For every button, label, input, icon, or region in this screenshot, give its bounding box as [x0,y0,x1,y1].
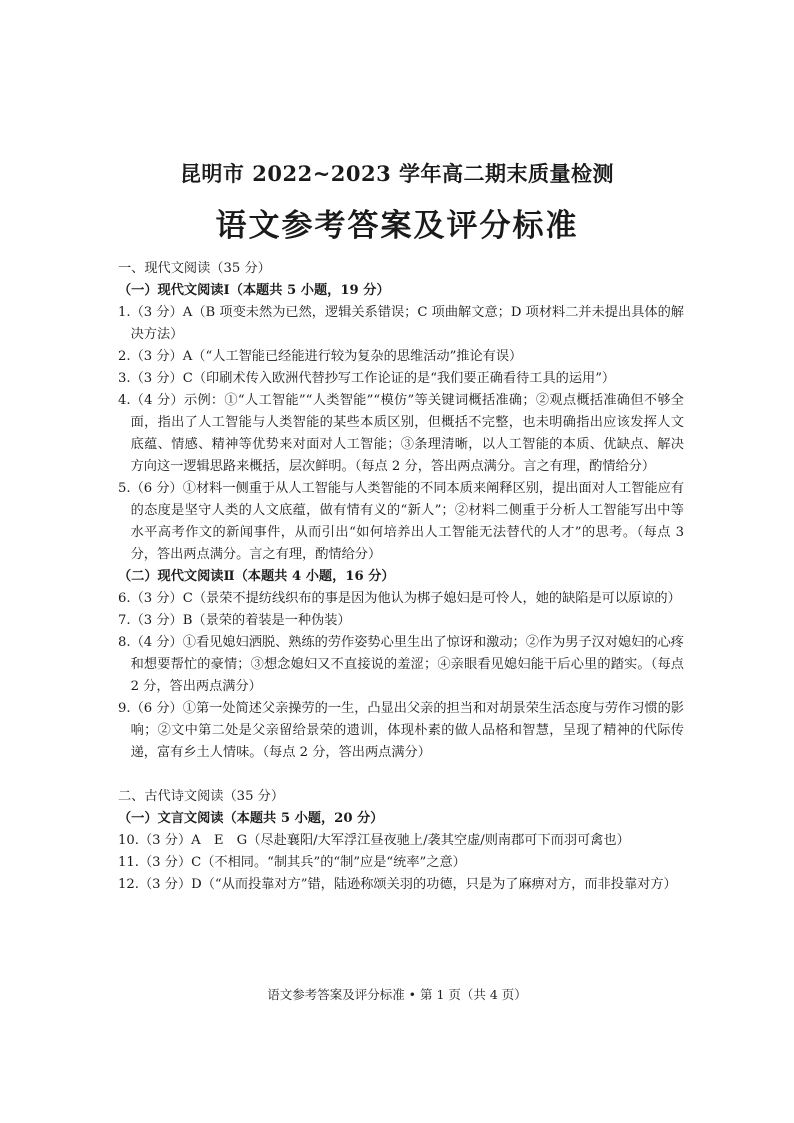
answer-text: （3 分）B（景荣的着装是一种伪装） [130,613,351,628]
answer-item [118,698,684,764]
answer-number: 2. [118,349,131,364]
section-spacer [118,764,684,786]
answer-item [118,610,684,632]
section-heading-modern-reading: 一、现代文阅读（35 分） [118,261,271,276]
answer-number: 3. [118,371,131,386]
answer-text: （3 分）A（B 项变未然为已然，逻辑关系错误；C 项曲解文意；D 项材料二并未提出具体的解决方法） [130,305,684,342]
answer-number: 9. [118,701,131,716]
answer-item [118,874,684,896]
part-heading-modern-reading-1: （一）现代文阅读Ⅰ（本题共 5 小题，19 分） [118,283,390,298]
answer-text: （3 分）D（“从而投靠对方”错，陆逊称颂关羽的功德，只是为了麻痹对方，而非投靠对方） [138,877,677,892]
page-footer: 语文参考答案及评分标准 • 第 1 页（共 4 页） [267,987,527,1002]
answer-text: （6 分）①第一处简述父亲操劳的一生，凸显出父亲的担当和对胡景荣生活态度与劳作习惯的影响；②文中第二处是父亲留给景荣的遗训，体现朴素的做人品格和智慧，呈现了精神的代际传递，富有乡土人情味。（每点 2 分，答出两点满分） [130,701,684,760]
answer-number: 1. [118,305,131,320]
answer-number: 10. [118,833,139,848]
answer-text: （3 分）C（景荣不提纺线织布的事是因为他认为梆子媳妇是可怜人，她的缺陷是可以原谅的） [130,591,681,606]
answer-content [118,258,684,896]
answer-item [118,368,684,390]
answer-number: 8. [118,635,131,650]
answer-text: （3 分）C（不相同。“制其兵”的“制”应是“统率”之意） [138,855,466,870]
section-heading-classical-reading: 二、古代诗文阅读（35 分） [118,789,285,804]
answer-item [118,346,684,368]
answer-item [118,478,684,566]
answer-text: （3 分）C（印刷术传入欧洲代替抄写工作论证的是“我们要正确看待工具的运用”） [130,371,616,386]
answer-text: （6 分）①材料一侧重于从人工智能与人类智能的不同本质来阐释区别，提出面对人工智能应有的态度是坚守人类的人文底蕴，做有情有义的“新人”；②材料二侧重于分析人工智能写出中等水平高考作文的新闻事件，从而引出“如何培养出人工智能无法替代的人才”的思考。（每点 3 分，答出两点满分。言之有理，酌情给分） [130,481,684,562]
answer-number: 7. [118,613,131,628]
answer-list [118,302,684,566]
answer-number: 5. [118,481,131,496]
answer-item [118,588,684,610]
answer-number: 12. [118,877,139,892]
answer-item [118,632,684,698]
answer-number: 11. [118,855,139,870]
part-heading-classical-prose: （一）文言文阅读（本题共 5 小题，20 分） [118,811,384,826]
answer-item [118,302,684,346]
answer-item [118,852,684,874]
part-heading-modern-reading-2: （二）现代文阅读Ⅱ（本题共 4 小题，16 分） [118,569,395,584]
answer-text: （4 分）①看见媳妇洒脱、熟练的劳作姿势心里生出了惊讶和激动；②作为男子汉对媳妇的心疼和想要帮忙的豪情；③想念媳妇又不直接说的羞涩；④亲眼看见媳妇能干后心里的踏实。（每点 2 分，答出两点满分） [130,635,684,694]
answer-item [118,390,684,478]
answer-number: 6. [118,591,131,606]
answer-item [118,830,684,852]
answer-number: 4. [118,393,131,408]
document-title: 昆明市 2022~2023 学年高二期末质量检测 [179,161,615,186]
answer-list [118,830,684,896]
answer-text: （3 分）A E G（尽赴襄阳/大军浮江昼夜驰上/袭其空虚/则南郡可下而羽可禽也） [138,833,630,848]
answer-text: （4 分）示例：①“人工智能”“人类智能”“模仿”等关键词概括准确；②观点概括准确但不够全面，指出了人工智能与人类智能的某些本质区别，但概括不完整，也未明确指出应该发挥人文底蕴、情感、精神等优势来对面对人工智能；③条理清晰，以人工智能的本质、优缺点、解决方向这一逻辑思路来概括，层次鲜明。（每点 2 分，答出两点满分。言之有理，酌情给分） [130,393,684,474]
answer-list [118,588,684,764]
document-subtitle: 语文参考答案及评分标准 [215,208,579,244]
answer-text: （3 分）A（“人工智能已经能进行较为复杂的思维活动”推论有误） [130,349,523,364]
